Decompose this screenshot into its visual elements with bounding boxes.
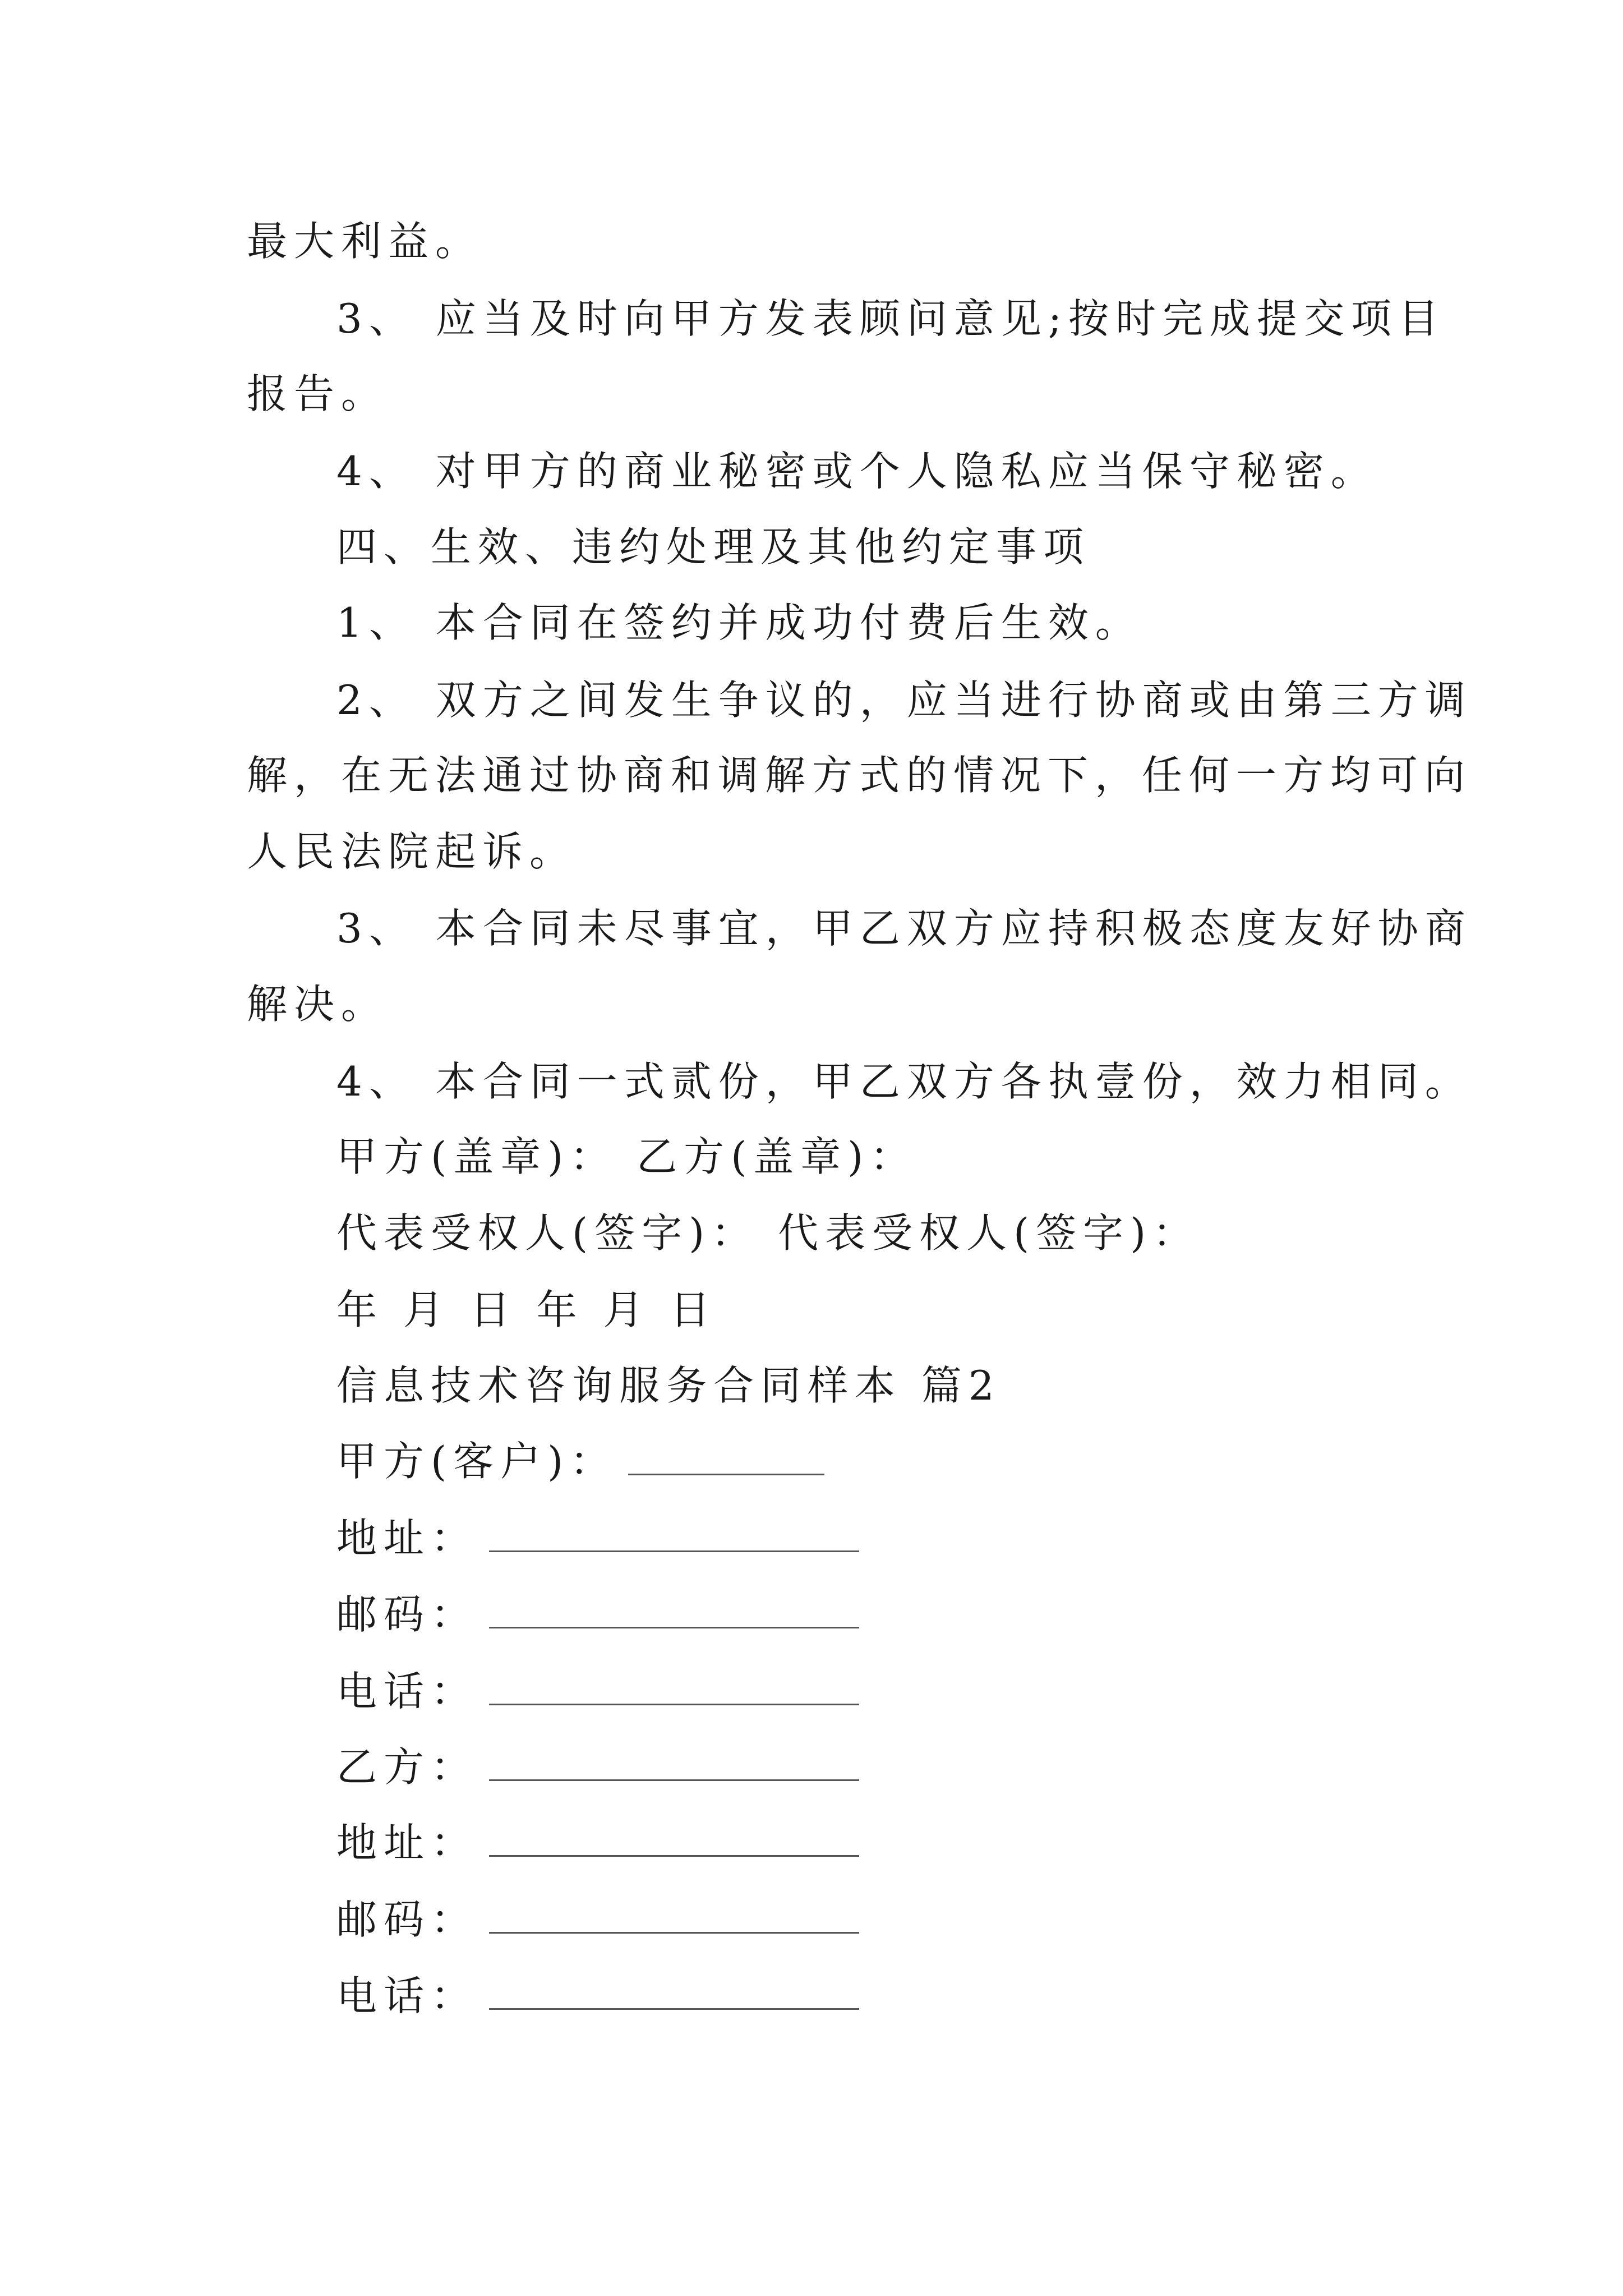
form-field-party-b: [336, 1739, 859, 1795]
fill-in-blank[interactable]: [489, 1669, 859, 1705]
paragraph-line: 最大利益。: [247, 218, 483, 265]
form-field-postcode: [336, 1892, 859, 1948]
fill-in-blank[interactable]: [489, 1973, 859, 2010]
field-label: 邮码：: [336, 1896, 478, 1943]
form-field-address: [336, 1510, 859, 1566]
signature-line: 代表受权人(签字)： 代表受权人(签字)：: [336, 1209, 1200, 1257]
fill-in-blank[interactable]: [489, 1820, 859, 1857]
clause-3-line: 3、 本合同未尽事宜，甲乙双方应持积极态度友好协商: [336, 905, 1472, 952]
fill-in-blank[interactable]: [489, 1897, 859, 1934]
field-label: 乙方：: [336, 1743, 478, 1791]
seal-line: 甲方(盖章)： 乙方(盖章)：: [336, 1133, 917, 1180]
clause-3-line: 3、 应当及时向甲方发表顾问意见;按时完成提交项目: [336, 295, 1445, 342]
date-line: 年 月 日 年 月 日: [336, 1286, 717, 1333]
form-field-phone: [336, 1968, 859, 2024]
clause-4-line: 4、 对甲方的商业秘密或个人隐私应当保守秘密。: [336, 448, 1378, 495]
fill-in-blank[interactable]: [489, 1592, 859, 1628]
fill-in-blank[interactable]: [489, 1516, 859, 1552]
field-label: 电话：: [336, 1668, 478, 1715]
fill-in-blank[interactable]: [628, 1439, 824, 1475]
paragraph-line: 报告。: [247, 370, 389, 417]
field-label: 地址：: [336, 1819, 478, 1866]
clause-2-line: 2、 双方之间发生争议的，应当进行协商或由第三方调: [336, 677, 1472, 724]
field-label: 地址：: [336, 1515, 478, 1562]
form-field-phone: [336, 1663, 859, 1719]
fill-in-blank[interactable]: [489, 1745, 859, 1781]
form-field-postcode: [336, 1586, 859, 1642]
section-heading: 四、生效、违约处理及其他约定事项: [336, 523, 1091, 570]
paragraph-line: 解，在无法通过协商和调解方式的情况下，任何一方均可向: [247, 752, 1472, 799]
clause-4-line: 4、 本合同一式贰份，甲乙双方各执壹份，效力相同。: [336, 1058, 1472, 1105]
field-label: 邮码：: [336, 1591, 478, 1638]
form-field-address: [336, 1815, 859, 1871]
paragraph-line: 人民法院起诉。: [247, 828, 577, 875]
field-label: 甲方(客户)：: [336, 1438, 617, 1485]
field-label: 电话：: [336, 1972, 478, 2019]
clause-1-line: 1、 本合同在签约并成功付费后生效。: [336, 599, 1142, 646]
paragraph-line: 解决。: [247, 981, 389, 1028]
section-title: 信息技术咨询服务合同样本 篇2: [336, 1362, 1001, 1409]
form-field-client: [336, 1433, 824, 1489]
